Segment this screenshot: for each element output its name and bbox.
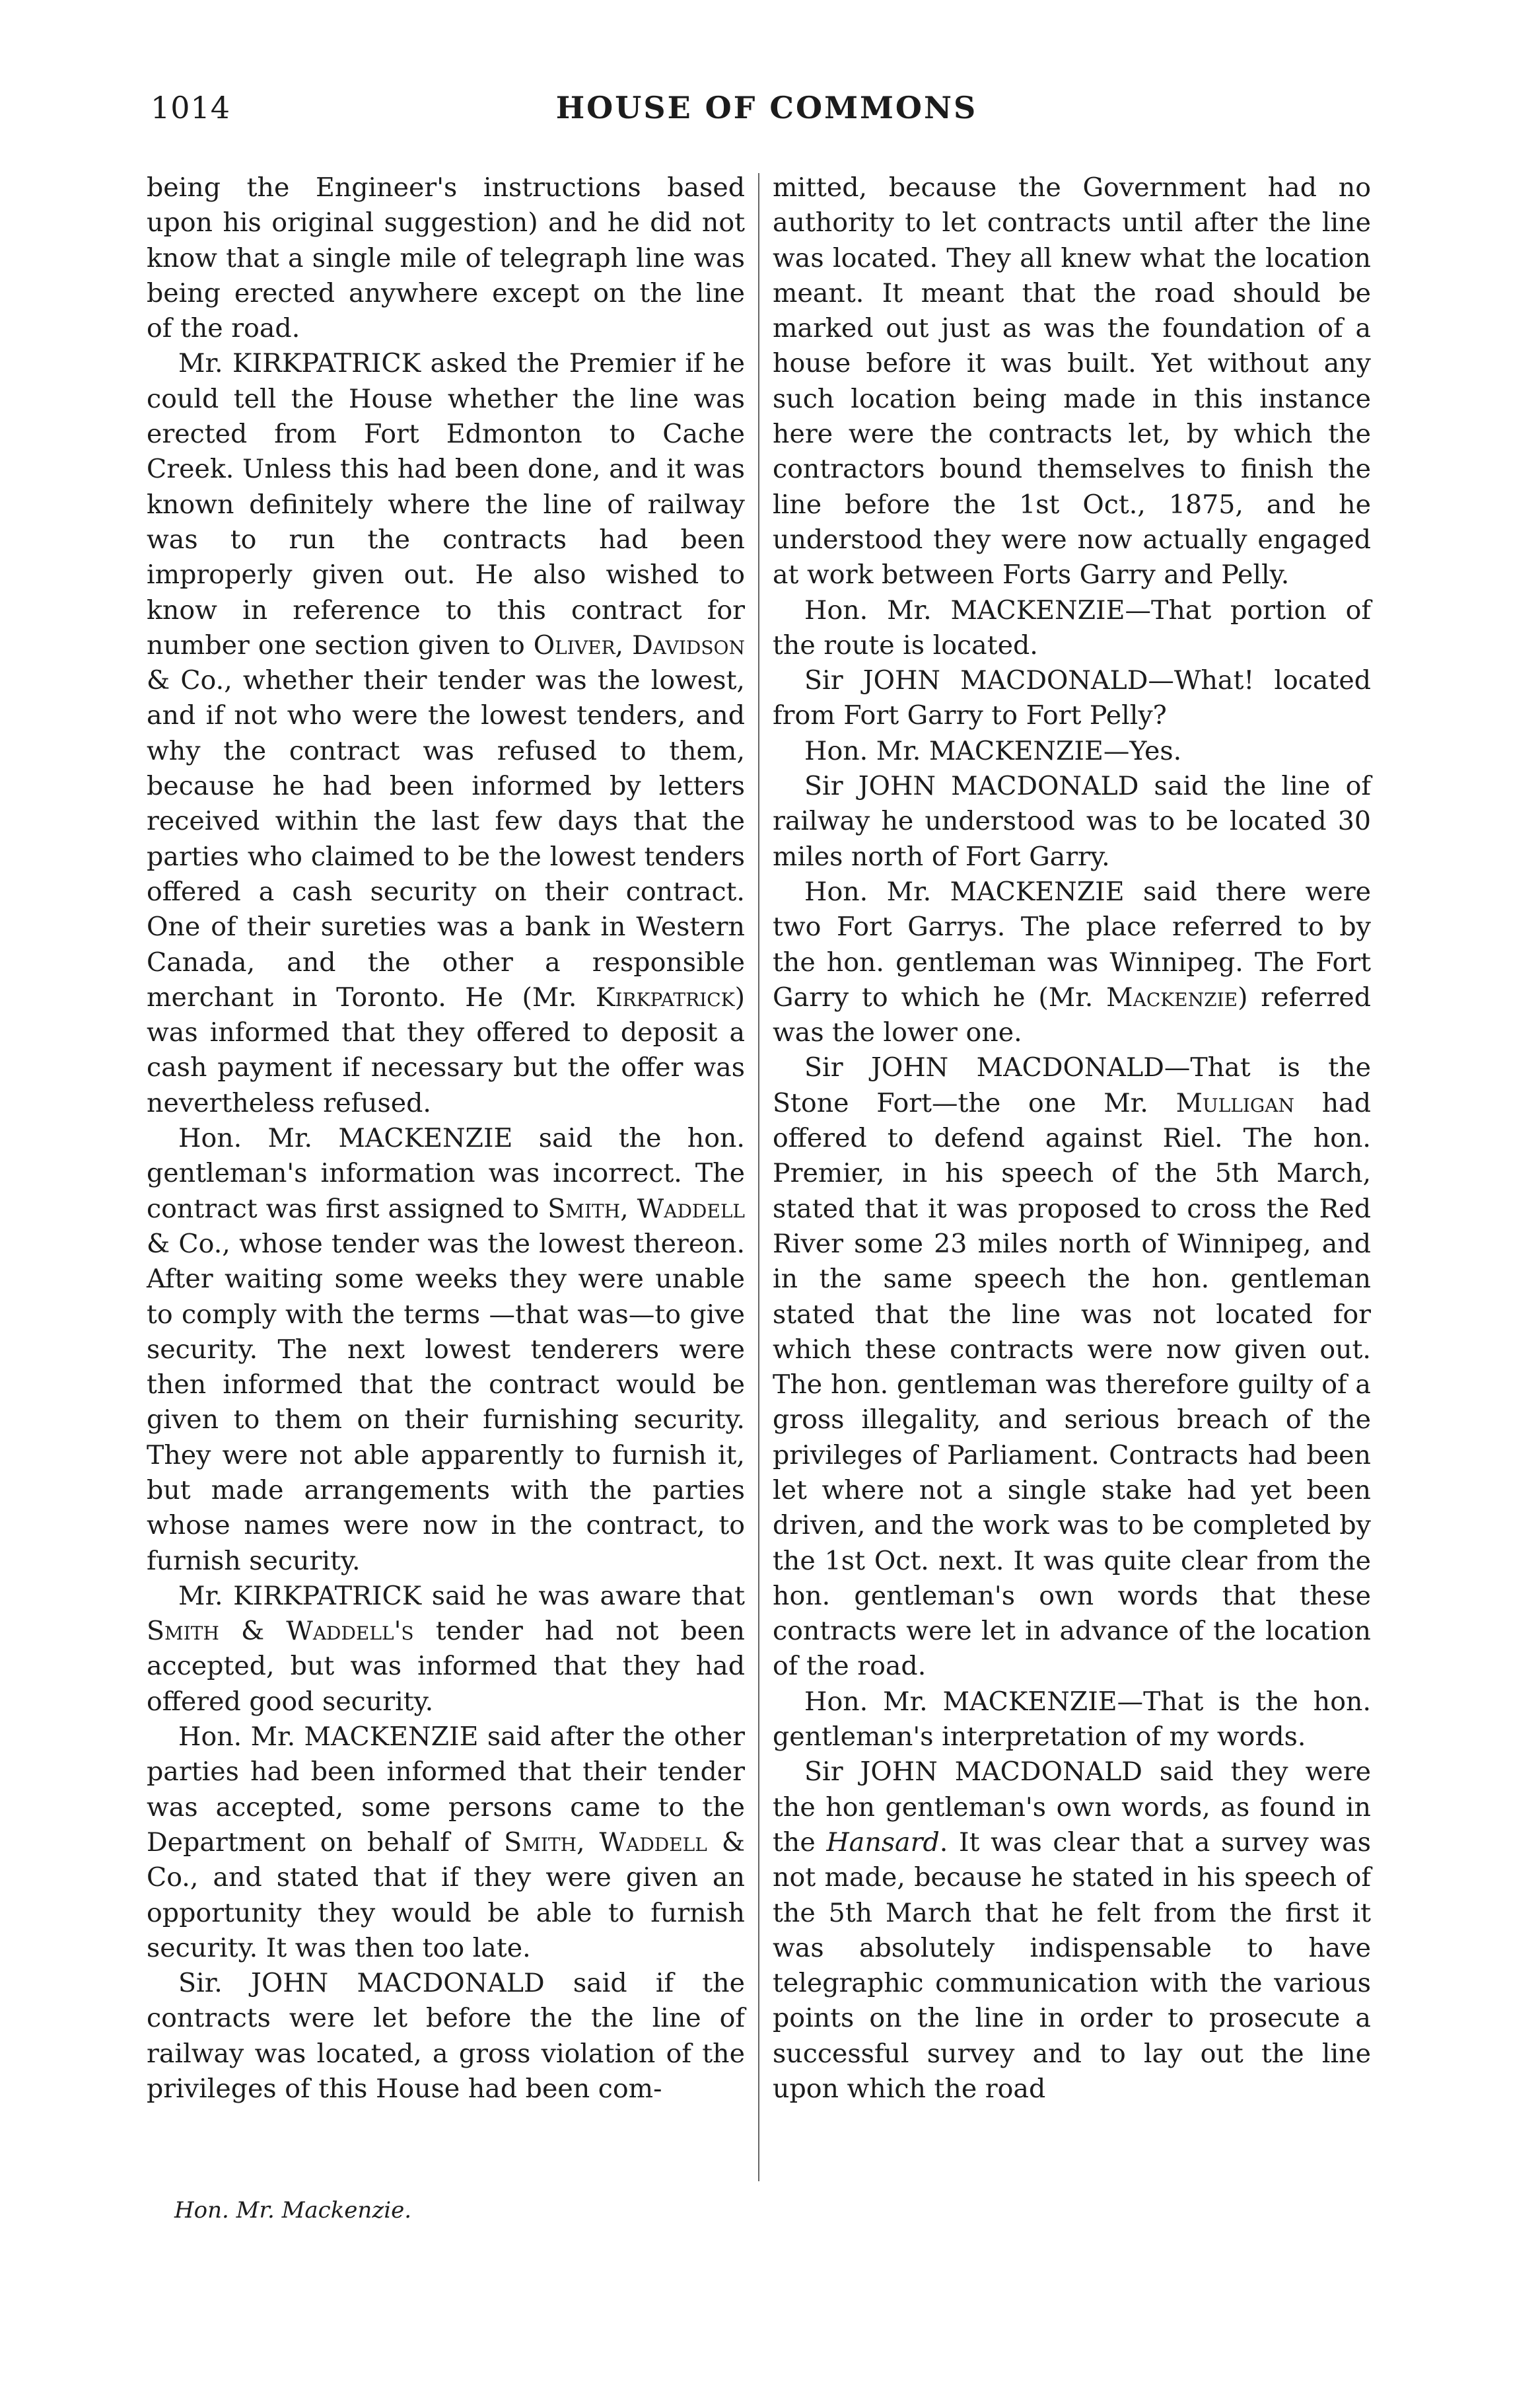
catchword: Hon. Mr. Mackenzie. <box>174 2197 412 2224</box>
name-smith: Smith <box>147 1616 219 1647</box>
name-smith-waddell-2: Smith, Waddell <box>504 1827 707 1858</box>
left-paragraph-2: Mr. KIRKPATRICK asked the Premier if he could tell the House whether the line was erected from Fort Edmonton to Cache Creek. Unless this had been done, and it was known definitely where the line of railway was to run the contracts had been improperly given out. He also wished to know in reference to this contract for number one section given to Oliver, Davidson & Co., whether their tender was the lowest, and if not who were the lowest tenders, and why the contract was refused to them, because he had been informed by letters received within the last few days that the parties who claimed to be the lowest tenders offered a cash security on their contract. One of their sureties was a bank in Western Canada, and the other a responsible merchant in Toronto. He (Mr. Kirkpatrick) was informed that they offered to deposit a cash payment if necessary but the offer was nevertheless refused. <box>147 348 746 1118</box>
right-paragraph-3: Sir JOHN MACDONALD—What! located from Fort Garry to Fort Pelly? <box>773 665 1371 731</box>
right-paragraph-9: Sir JOHN MACDONALD said they were the hon gentleman's own words, as found in the Hansard. It was clear that a survey was not made, because he stated in his speech of the 5th March that he felt from the first it was absolutely indispensable to have telegraphic communication with the various points on the line in order to prosecute a successful survey and to lay out the line upon which the road <box>773 1756 1371 2105</box>
name-smith-waddell: Smith, Waddell <box>547 1193 746 1224</box>
left-paragraph-4: Mr. KIRKPATRICK said he was aware that Smith & Waddell's tender had not been accepted, but was informed that they had offered good security. <box>147 1580 745 1717</box>
right-paragraph-7: Sir JOHN MACDONALD—That is the Stone Fort—the one Mr. Mulligan had offered to defend against Riel. The hon. Premier, in his speech of the 5th March, stated that it was proposed to cross the Red River some 23 miles north of Winnipeg, and in the same speech the hon. gentleman stated that the line was not located for which these contracts were now given out. The hon. gentleman was therefore guilty of a gross illegality, and serious breach of the privileges of Parliament. Contracts had been let where not a single stake had yet been driven, and the work was to be completed by the 1st Oct. next. It was quite clear from the hon. gentleman's own words that these contracts were let in advance of the location of the road. <box>773 1052 1371 1682</box>
name-waddells: Waddell's <box>286 1616 414 1647</box>
left-paragraph-3: Hon. Mr. MACKENZIE said the hon. gentleman's information was incorrect. The contract was first assigned to Smith, Waddell & Co., whose tender was the lowest thereon. After waiting some weeks they were unable to comply with the terms —that was—to give security. The next lowest tenderers were then informed that the contract would be given to them on their furnishing security. They were not able apparently to furnish it, but made arrangements with the parties whose names were now in the contract, to furnish security. <box>147 1123 746 1576</box>
right-paragraph-5: Sir JOHN MACDONALD said the line of railway he understood was to be located 30 miles north of Fort Garry. <box>773 771 1371 872</box>
running-head: HOUSE OF COMMONS <box>555 90 978 126</box>
column-divider <box>758 173 759 2181</box>
page-header <box>151 90 1383 143</box>
name-oliver-davidson: Oliver, Davidson <box>533 630 745 661</box>
left-paragraph-1: being the Engineer's instructions based upon his original suggestion) and he did not know that a single mile of telegraph line was being erected anywhere except on the line of the road. <box>147 172 745 344</box>
name-mackenzie: Mackenzie <box>1106 982 1238 1013</box>
right-column <box>773 170 1371 2107</box>
left-paragraph-6: Sir. JOHN MACDONALD said if the contracts were let before the the line of railway was located, a gross violation of the privileges of this House had been com- <box>147 1968 745 2105</box>
left-paragraph-5: Hon. Mr. MACKENZIE said after the other parties had been informed that their tender was accepted, some persons came to the Department on behalf of Smith, Waddell & Co., and stated that if they were given an opportunity they would be able to furnish security. It was then too late. <box>147 1721 745 1963</box>
right-paragraph-4: Hon. Mr. MACKENZIE—Yes. <box>804 735 1182 766</box>
name-mulligan: Mulligan <box>1175 1087 1294 1118</box>
page-number: 1014 <box>151 90 231 126</box>
right-paragraph-1: mitted, because the Government had no authority to let contracts until after the line was located. They all knew what the location meant. It meant that the road should be marked out just as was the foundation of a house before it was built. Yet without any such location being made in this instance here were the contracts let, by which the contractors bound themselves to finish the line before the 1st Oct., 1875, and he understood they were now actually engaged at work between Forts Garry and Pelly. <box>773 172 1371 591</box>
name-kirkpatrick: Kirkpatrick <box>595 982 735 1013</box>
right-paragraph-8: Hon. Mr. MACKENZIE—That is the hon. gentleman's interpretation of my words. <box>773 1686 1371 1753</box>
right-paragraph-6: Hon. Mr. MACKENZIE said there were two Fort Garrys. The place referred to by the hon. gentleman was Winnipeg. The Fort Garry to which he (Mr. Mackenzie) referred was the lower one. <box>773 876 1371 1048</box>
left-column <box>147 170 745 2107</box>
hansard-title: Hansard <box>826 1827 940 1858</box>
right-paragraph-2: Hon. Mr. MACKENZIE—That portion of the route is located. <box>773 595 1371 661</box>
